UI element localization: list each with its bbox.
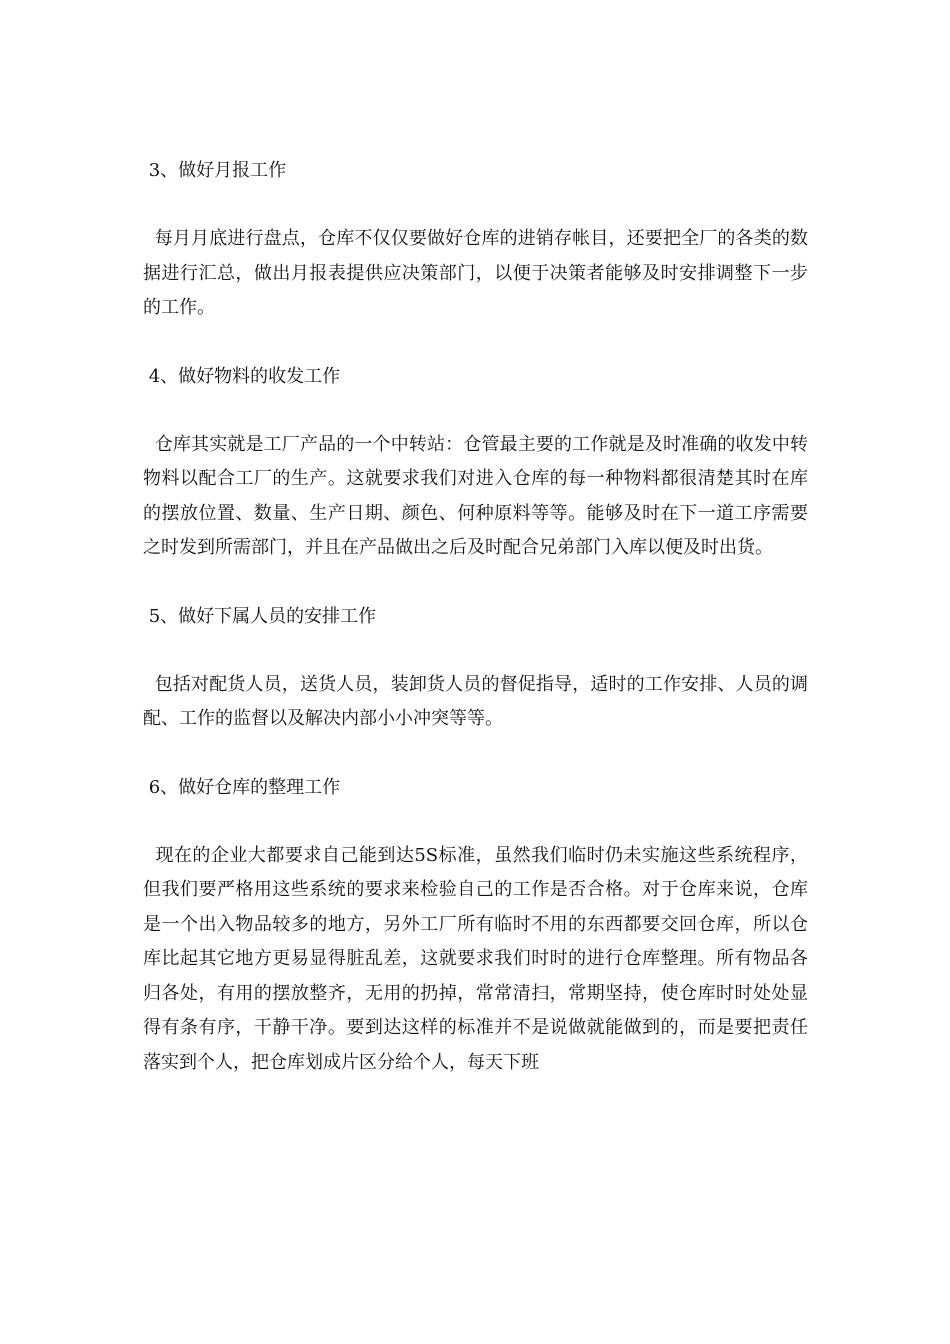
section-heading-3: 3、做好月报工作 [143, 160, 287, 181]
section-paragraph-3: 每月月底进行盘点，仓库不仅仅要做好仓库的进销存帐目，还要把全厂的各类的数据进行汇总，做出月报表提供应决策部门，以便于决策者能够及时安排调整下一步的工作。 [143, 228, 808, 318]
document-body [143, 154, 808, 1080]
section-paragraph-5: 包括对配货人员，送货人员，装卸货人员的督促指导，适时的工作安排、人员的调配、工作的监督以及解决内部小小冲突等等。 [143, 673, 808, 729]
spacer [143, 805, 808, 839]
spacer [143, 737, 808, 771]
section-heading-6: 6、做好仓库的整理工作 [143, 776, 341, 798]
spacer [143, 188, 808, 222]
spacer [143, 394, 808, 428]
section-heading-5: 5、做好下属人员的安排工作 [143, 605, 377, 627]
section-heading-4: 4、做好物料的收发工作 [143, 365, 341, 387]
spacer [143, 634, 808, 668]
section-paragraph-6: 现在的企业大都要求自己能到达5S标准，虽然我们临时仍未实施这些系统程序，但我们要严格用这些系统的要求来检验自己的工作是否合格。对于仓库来说，仓库是一个出入物品较多的地方，另外工厂所有临时不用的东西都要交回仓库，所以仓库比起其它地方更易显得脏乱差，这就要求我们时时的进行仓库整理。所有物品各归各处，有用的摆放整齐，无用的扔掉，常常清扫，常期坚持，使仓库时时处处显得有条有序，干静干净。要到达这样的标准并不是说做就能做到的，而是要把责任落实到个人，把仓库划成片区分给个人，每天下班 [143, 844, 808, 1073]
section-paragraph-4: 仓库其实就是工厂产品的一个中转站：仓管最主要的工作就是及时准确的收发中转物料以配合工厂的生产。这就要求我们对进入仓库的每一种物料都很清楚其时在库的摆放位置、数量、生产日期、颜色、何种原料等等。能够及时在下一道工序需要之时发到所需部门，并且在产品做出之后及时配合兄弟部门入库以便及时出货。 [143, 433, 808, 558]
spacer [143, 326, 808, 360]
spacer [143, 566, 808, 600]
